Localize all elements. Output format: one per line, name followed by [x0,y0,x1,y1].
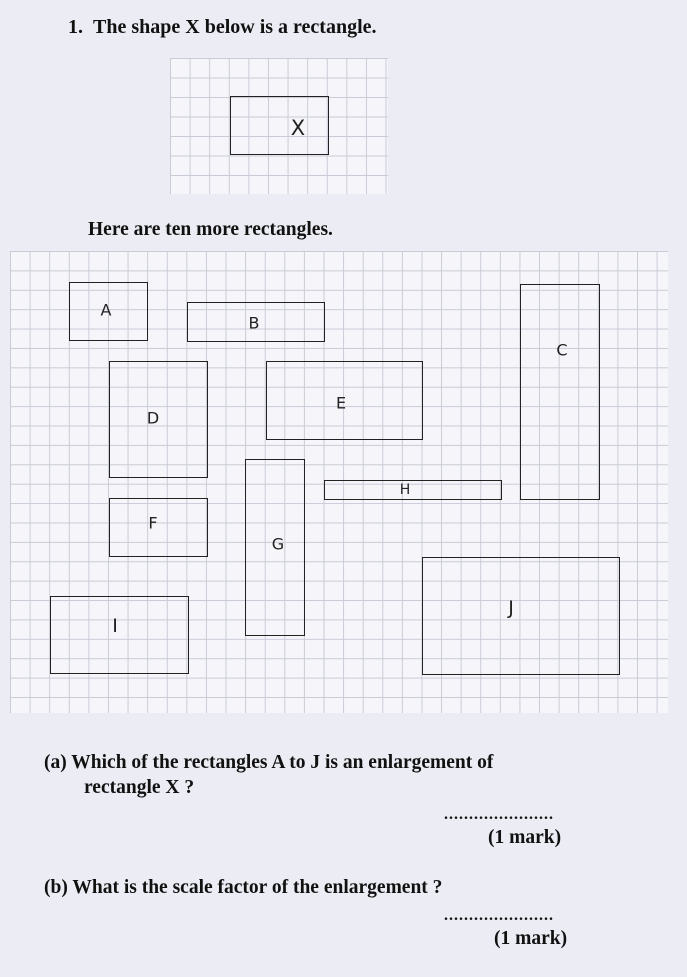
part-b-question [44,877,442,899]
part-b-answer-line[interactable]: ...................... [444,907,554,924]
rectangle-x [230,96,329,155]
intro-text: Here are ten more rectangles. [88,219,333,240]
part-b-prefix: (b) [44,877,68,898]
question-number: 1. [68,16,83,38]
question-text: The shape X below is a rectangle. [93,16,377,38]
part-a-mark: (1 mark) [488,827,562,848]
part-b-mark: (1 mark) [494,928,568,949]
rectangle-e-label: E [335,393,347,413]
part-a-answer-line[interactable]: ...................... [444,806,554,823]
part-b-line1: What is the scale factor of the enlargement ? [72,877,443,898]
rectangle-f-label: F [148,513,158,533]
rectangle-c-label: C [556,340,568,360]
rectangle-x-label: X [290,116,306,140]
shape-x-grid [170,58,388,194]
rectangle-i [50,596,189,674]
question-title [68,16,377,39]
rectangle-d-label: D [146,408,160,428]
rectangles-grid [10,251,668,713]
rectangle-h-label: H [399,482,411,498]
rectangle-g-label: G [271,534,285,554]
rectangle-i-label: I [112,615,118,637]
rectangle-j-label: J [508,597,514,619]
rectangle-h [324,480,502,500]
part-a-line2: rectangle X ? [84,777,195,798]
part-a-line1: Which of the rectangles A to J is an enlargement of [71,752,494,773]
rectangle-f [109,498,208,557]
rectangle-c [520,284,600,500]
rectangle-j [422,557,620,675]
part-a-question [44,752,493,774]
part-a-prefix: (a) [44,752,67,773]
rectangle-a-label: A [100,300,112,320]
rectangle-b-label: B [248,313,260,333]
